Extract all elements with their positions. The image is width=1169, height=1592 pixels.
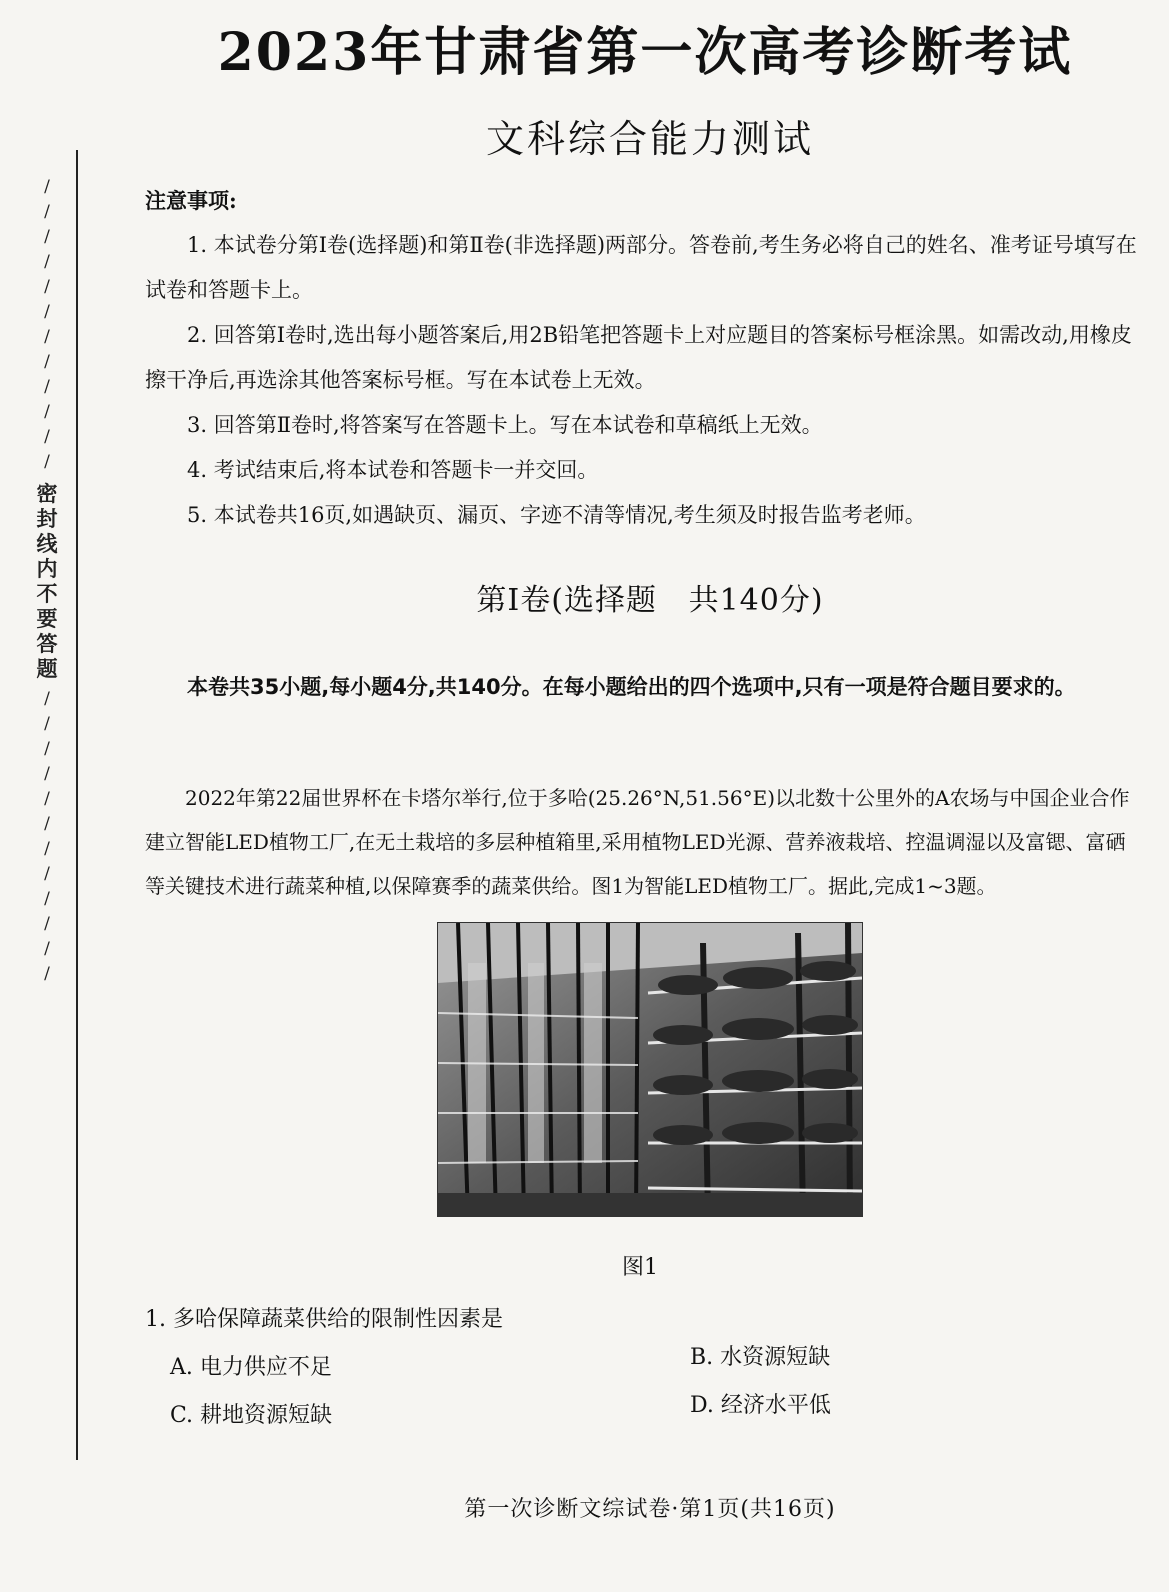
- exam-title: 2023年甘肃省第一次高考诊断考试: [217, 22, 1073, 83]
- notes-item: 3. 回答第Ⅱ卷时,将答案写在答题卡上。写在本试卷和草稿纸上无效。: [187, 413, 823, 437]
- page-footer: 第一次诊断文综试卷·第1页(共16页): [464, 1497, 836, 1522]
- notes-item: 5. 本试卷共16页,如遇缺页、漏页、字迹不清等情况,考生须及时报告监考老师。: [187, 503, 926, 527]
- notes-section: [145, 178, 1140, 538]
- section-title: 第Ⅰ卷(选择题 共140分): [476, 583, 824, 618]
- binding-margin-text: / / / / / / / / / / / / 密封线内不要答题 / / / / / / / / / / / /: [34, 175, 60, 987]
- notes-item: 1. 本试卷分第Ⅰ卷(选择题)和第Ⅱ卷(非选择题)两部分。答卷前,考生务必将自己的姓名、准考证号填写在试卷和答题卡上。: [145, 233, 1137, 302]
- question-1-option-d: D. 经济水平低: [690, 1393, 831, 1418]
- reading-passage: 2022年第22届世界杯在卡塔尔举行,位于多哈(25.26°N,51.56°E)以北数十公里外的A农场与中国企业合作建立智能LED植物工厂,在无土栽培的多层种植箱里,采用植物LED光源、营养液栽培、控温调湿以及富锶、富硒等关键技术进行蔬菜种植,以保障赛季的蔬菜供给。图1为智能LED植物工厂。据此,完成1~3题。: [145, 786, 1130, 898]
- figure-caption: 图1: [622, 1255, 658, 1280]
- question-1-option-a: A. 电力供应不足: [170, 1355, 332, 1380]
- notes-heading: 注意事项:: [145, 188, 237, 213]
- question-1-option-b: B. 水资源短缺: [690, 1345, 831, 1370]
- question-1-option-c: C. 耕地资源短缺: [170, 1403, 333, 1428]
- led-plant-factory-photo: [437, 922, 863, 1217]
- section-instructions: 本卷共35小题,每小题4分,共140分。在每小题给出的四个选项中,只有一项是符合题目要求的。: [187, 675, 1076, 699]
- question-1-stem: 1. 多哈保障蔬菜供给的限制性因素是: [145, 1307, 503, 1332]
- exam-subtitle: 文科综合能力测试: [485, 117, 814, 161]
- notes-item: 2. 回答第Ⅰ卷时,选出每小题答案后,用2B铅笔把答题卡上对应题目的答案标号框涂黑。如需改动,用橡皮擦干净后,再选涂其他答案标号框。写在本试卷上无效。: [145, 323, 1132, 392]
- binding-margin-line: [76, 150, 78, 1460]
- binding-warning: 密封线内不要答题: [36, 481, 58, 681]
- notes-item: 4. 考试结束后,将本试卷和答题卡一并交回。: [187, 458, 599, 482]
